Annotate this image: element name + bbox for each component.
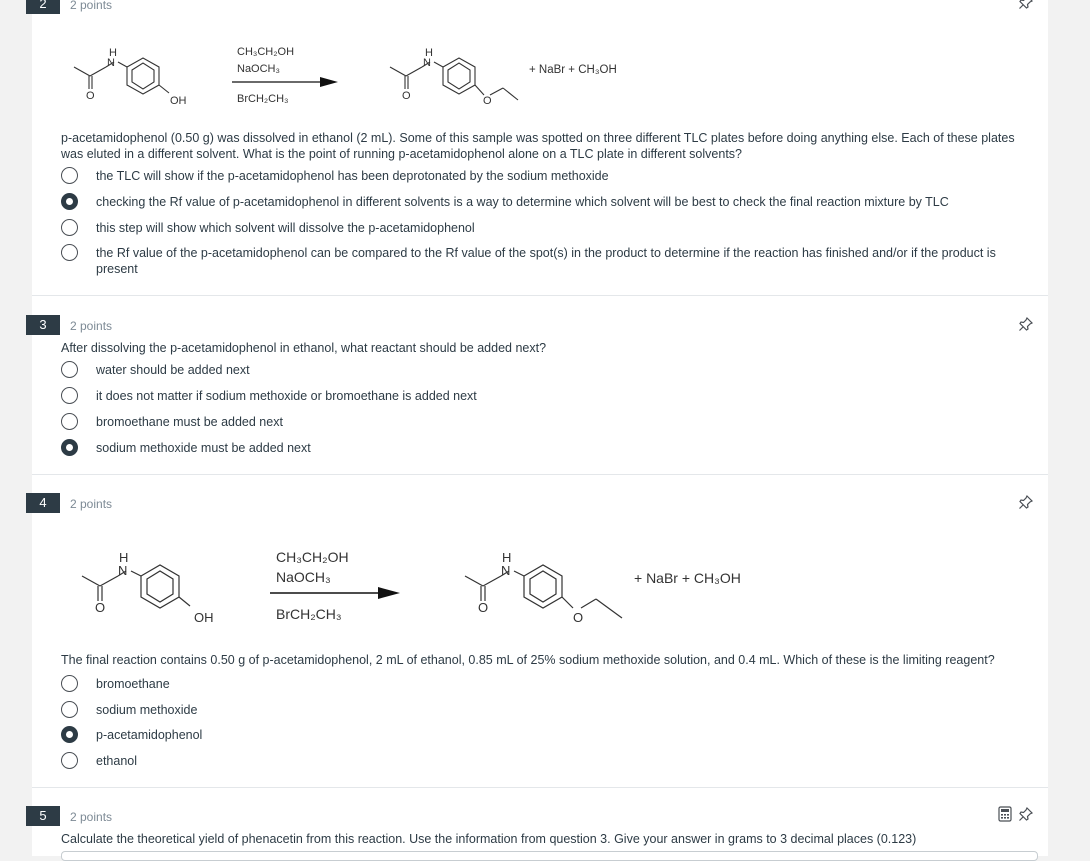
question-divider [32, 295, 1048, 296]
hydrogen-label: H [109, 47, 117, 59]
radio-button-selected[interactable] [61, 193, 78, 210]
question-text: After dissolving the p-acetamidophenol in ethanol, what reactant should be added next? [61, 341, 547, 355]
product-nitrogen-label: N [423, 57, 431, 69]
radio-button-selected[interactable] [61, 726, 78, 743]
option-label: p-acetamidophenol [96, 728, 203, 742]
nitrogen-label: N [118, 563, 128, 578]
answer-option[interactable] [61, 219, 1011, 239]
question-number-badge: 3 [26, 315, 60, 335]
oxygen-label: O [86, 90, 95, 102]
reagent-bromoethane: BrCH₂CH₃ [276, 606, 342, 622]
radio-button-selected[interactable] [61, 439, 78, 456]
pin-icon[interactable] [1018, 806, 1034, 822]
reagent-bromoethane: BrCH₂CH₃ [237, 93, 289, 105]
pin-icon[interactable] [1018, 494, 1034, 510]
radio-button[interactable] [61, 701, 78, 718]
option-label: it does not matter if sodium methoxide or bromoethane is added next [96, 389, 477, 403]
answer-option[interactable] [61, 361, 1011, 381]
hydrogen-label: H [119, 550, 129, 565]
oxygen-label: O [95, 600, 106, 615]
radio-button[interactable] [61, 752, 78, 769]
answer-option[interactable] [61, 701, 1011, 721]
option-label: sodium methoxide must be added next [96, 441, 311, 455]
ether-oxygen-label: O [573, 610, 584, 625]
product-oxygen-label: O [402, 90, 411, 102]
product-nitrogen-label: N [501, 563, 511, 578]
question-points: 2 points [70, 497, 113, 511]
reaction-scheme [70, 40, 670, 112]
reagent-sodium-methoxide: NaOCH₃ [237, 63, 280, 75]
option-label: water should be added next [96, 363, 250, 377]
radio-button[interactable] [61, 387, 78, 404]
question-divider [32, 787, 1048, 788]
answer-option[interactable] [61, 413, 1011, 433]
byproducts-label: + NaBr + CH₃OH [634, 570, 741, 586]
answer-option[interactable] [61, 387, 1011, 407]
option-label: bromoethane [96, 677, 170, 691]
question-points: 2 points [70, 319, 113, 333]
question-text: The final reaction contains 0.50 g of p-acetamidophenol, 2 mL of ethanol, 0.85 mL of 25% sodium methoxide solution, and 0.4 mL. Which of these is the limiting reagent? [61, 653, 995, 667]
answer-option[interactable] [61, 439, 1011, 459]
answer-option[interactable] [61, 167, 1011, 187]
question-number-badge: 2 [26, 0, 60, 14]
option-label: checking the Rf value of p-acetamidophenol in different solvents is a way to determine which solvent will be best to check the final reaction mixture by TLC [96, 195, 949, 209]
question-number-badge: 4 [26, 493, 60, 513]
product-hydrogen-label: H [425, 47, 433, 59]
answer-option[interactable] [61, 244, 1011, 280]
answer-option[interactable] [61, 752, 1011, 772]
reaction-scheme [78, 544, 798, 628]
reagent-ethanol: CH₃CH₂OH [237, 46, 295, 58]
radio-button[interactable] [61, 167, 78, 184]
ether-oxygen-label: O [483, 95, 492, 107]
radio-button[interactable] [61, 244, 78, 261]
pin-icon[interactable] [1018, 0, 1034, 10]
question-text: Calculate the theoretical yield of phenacetin from this reaction. Use the information from question 3. Give your answer in grams to 3 decimal places (0.123) [61, 832, 917, 846]
question-points: 2 points [70, 810, 113, 824]
pin-icon[interactable] [1018, 316, 1034, 332]
radio-button[interactable] [61, 361, 78, 378]
calculator-icon[interactable] [997, 806, 1013, 822]
answer-option[interactable] [61, 726, 1011, 746]
radio-button[interactable] [61, 219, 78, 236]
option-label: sodium methoxide [96, 703, 198, 717]
product-hydrogen-label: H [502, 550, 512, 565]
reagent-ethanol: CH₃CH₂OH [276, 549, 349, 565]
product-oxygen-label: O [478, 600, 489, 615]
radio-button[interactable] [61, 675, 78, 692]
option-label: ethanol [96, 754, 138, 768]
radio-button[interactable] [61, 413, 78, 430]
option-label: the TLC will show if the p-acetamidophenol has been deprotonated by the sodium methoxide [96, 169, 609, 183]
option-label: the Rf value of the p-acetamidophenol can be compared to the Rf value of the spot(s) in the product to determine if the reaction has finished and/or if the product is present [96, 246, 996, 276]
hydroxyl-label: OH [194, 610, 214, 625]
question-text: p-acetamidophenol (0.50 g) was dissolved in ethanol (2 mL). Some of this sample was spotted on three different TLC plates before doing anything else. Each of these plates was eluted in a different solvent. What is the point of running p-acetamidophenol alone on a TLC plate in different solvents? [61, 131, 1015, 161]
answer-input[interactable] [61, 851, 1038, 861]
byproducts-label: + NaBr + CH₃OH [529, 64, 617, 76]
answer-option[interactable] [61, 193, 1011, 213]
question-points: 2 points [70, 0, 113, 12]
question-divider [32, 474, 1048, 475]
question-number-badge: 5 [26, 806, 60, 826]
hydroxyl-label: OH [170, 95, 187, 107]
nitrogen-label: N [107, 57, 115, 69]
option-label: this step will show which solvent will dissolve the p-acetamidophenol [96, 221, 475, 235]
reagent-sodium-methoxide: NaOCH₃ [276, 569, 331, 585]
option-label: bromoethane must be added next [96, 415, 283, 429]
answer-option[interactable] [61, 675, 1011, 695]
